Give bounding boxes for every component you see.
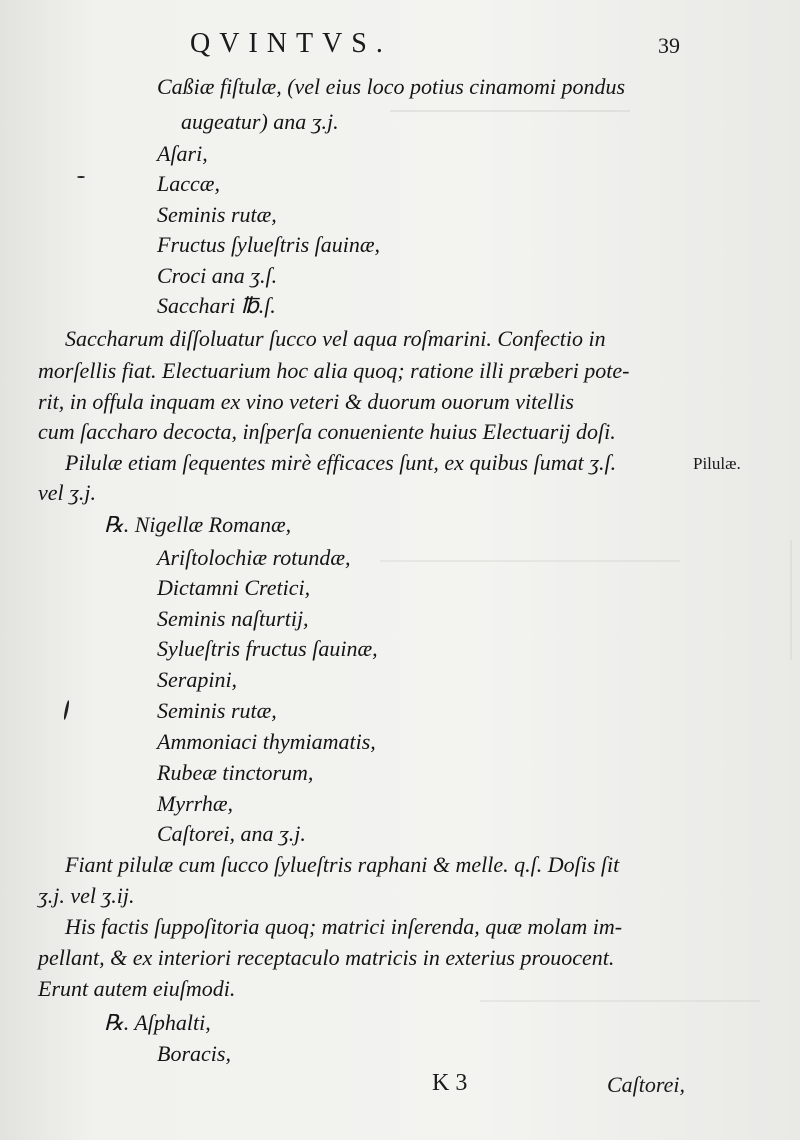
text-line: Ariſtolochiæ rotundæ,: [157, 545, 351, 570]
text-line: Boracis,: [157, 1041, 231, 1066]
text-line: ʒ.j. vel ʒ.ij.: [38, 883, 135, 908]
text-line: His factis ſuppoſitoria quoq; matrici inſerenda, quæ molam im-: [65, 914, 623, 939]
text-line: Fiant pilulæ cum ſucco ſylueſtris raphani & melle. q.ſ. Doſis ſit: [65, 852, 620, 877]
text-line: rit, in offula inquam ex vino veteri & duorum ouorum vitellis: [38, 389, 574, 414]
text-line: Erunt autem eiuſmodi.: [38, 976, 236, 1001]
text-line: augeatur) ana ʒ.j.: [181, 109, 339, 134]
text-line: Rubeæ tinctorum,: [157, 760, 314, 785]
text-line: cum ſaccharo decocta, inſperſa conueniente huius Electuarij doſi.: [38, 419, 616, 444]
text-line: Caßiæ fiſtulæ, (vel eius loco potius cinamomi pondus: [157, 74, 626, 99]
text-line: ℞. Aſphalti,: [104, 1010, 211, 1035]
signature-mark: K 3: [432, 1070, 468, 1096]
ink-speck: [77, 176, 85, 178]
margin-note: Pilulæ.: [693, 454, 741, 473]
text-line: Croci ana ʒ.ſ.: [157, 263, 278, 288]
text-line: Seminis rutæ,: [157, 698, 277, 723]
text-line: Sacchari ℔.ſ.: [157, 293, 276, 318]
text-line: Aſari,: [157, 141, 208, 166]
text-line: Dictamni Cretici,: [157, 575, 311, 600]
text-line: Laccæ,: [157, 171, 220, 196]
text-line: Saccharum diſſoluatur ſucco vel aqua roſmarini. Confectio in: [65, 326, 606, 351]
text-line: Sylueſtris fructus ſauinæ,: [157, 636, 378, 661]
show-through-artifact: [480, 1000, 760, 1002]
show-through-artifact: [390, 110, 630, 122]
page-number: 39: [658, 33, 680, 58]
text-line: ℞. Nigellæ Romanæ,: [104, 512, 292, 537]
text-line: Myrrhæ,: [157, 791, 233, 816]
text-line: Seminis rutæ,: [157, 202, 277, 227]
text-line: vel ʒ.j.: [38, 480, 97, 505]
text-line: Caſtorei, ana ʒ.j.: [157, 821, 306, 846]
text-line: Ammoniaci thymiamatis,: [157, 729, 376, 754]
text-line: morſellis fiat. Electuarium hoc alia quoq; ratione illi præberi pote-: [38, 358, 630, 383]
catchword: Caſtorei,: [607, 1072, 686, 1097]
text-line: Fructus ſylueſtris ſauinæ,: [157, 232, 381, 257]
running-header: QVINTVS.: [190, 28, 392, 59]
text-line: Serapini,: [157, 667, 238, 692]
ink-speck: [63, 700, 70, 720]
show-through-artifact: [380, 560, 680, 562]
show-through-artifact: [680, 540, 792, 660]
text-line: pellant, & ex interiori receptaculo matricis in exterius prouocent.: [38, 945, 615, 970]
text-line: Pilulæ etiam ſequentes mirè efficaces ſunt, ex quibus ſumat ʒ.ſ.: [65, 450, 617, 475]
text-line: Seminis naſturtij,: [157, 606, 309, 631]
